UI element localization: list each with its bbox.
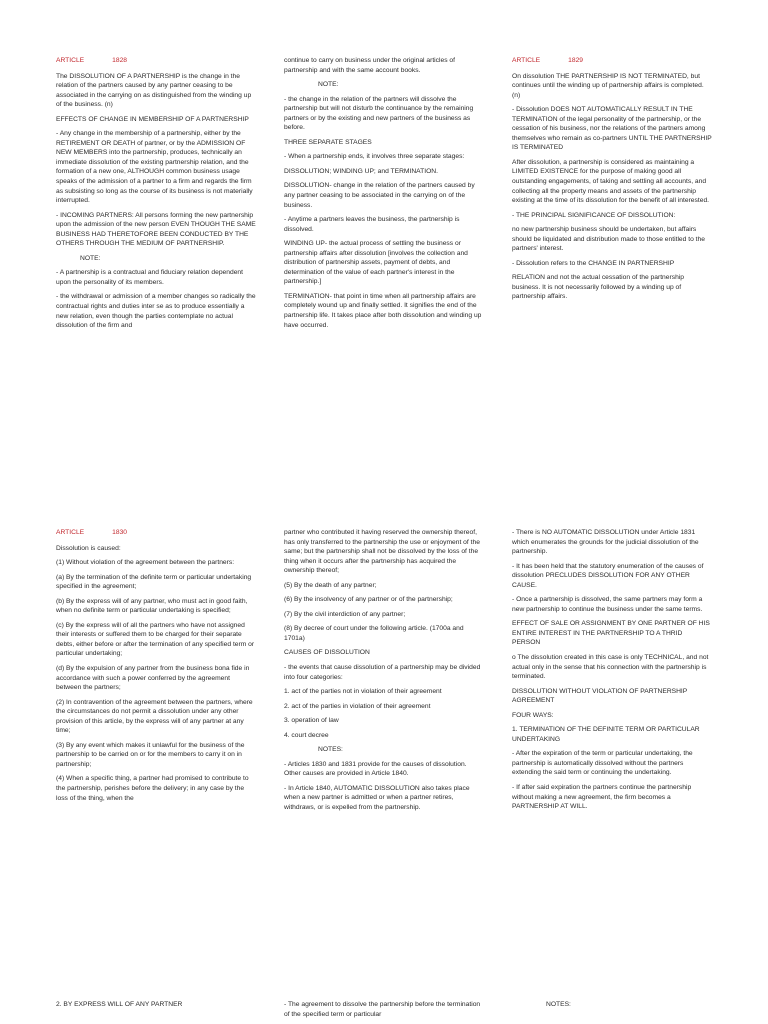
paragraph: After dissolution, a partnership is considered as maintaining a LIMITED EXISTENCE for the purpose of making good all outstanding engagements, of taking and settling all accounts, and collecting all the property means and assets of the partnership existing at the time of its dissolution for the benefit of all interested. (512, 158, 710, 205)
paragraph: THREE SEPARATE STAGES (284, 138, 372, 146)
paragraph: EFFECTS OF CHANGE IN MEMBERSHIP OF A PARTNERSHIP (56, 115, 249, 123)
note-label: NOTE: (318, 81, 339, 89)
paragraph: The DISSOLUTION OF A PARTNERSHIP is the change in the relation of the partners caused by any partner ceasing to be associated in the carrying on as distinguished from the winding up of the business. (n) (56, 72, 252, 109)
article-number: 1828 (112, 57, 128, 64)
paragraph: DISSOLUTION; WINDING UP; and TERMINATION. (284, 167, 438, 175)
paragraph: Dissolution is caused: (56, 544, 121, 552)
s3-column-3 (512, 1000, 712, 1015)
paragraph: no new partnership business should be undertaken, but affairs should be liquidated and distribution made to those entitled to the partners' interest. (512, 226, 705, 253)
paragraph: - It has been held that the statutory enumeration of the causes of dissolution PRECLUDES DISSOLUTION FOR ANY OTHER CAUSE. (512, 562, 704, 589)
paragraph: - Once a partnership is dissolved, the same partners may form a new partnership to continue the business under the same terms. (512, 596, 703, 613)
paragraph: - In Article 1840, AUTOMATIC DISSOLUTION also takes place when a new partner is admitted or when a partner retires, withdraws, or is expelled from the partnership. (284, 784, 470, 812)
article-number: 1830 (112, 529, 128, 536)
paragraph: - After the expiration of the term or particular undertaking, the partnership is automatically dissolved without the partners extending the said term or continuing the undertaking. (512, 750, 693, 777)
paragraph: - A partnership is a contractual and fiduciary relation dependent upon the personality of its members. (56, 269, 243, 286)
paragraph: (3) By any event which makes it unlawful for the business of the partnership to be carried on or for the members to carry it on in partnership; (56, 741, 245, 768)
paragraph: (2) In contravention of the agreement between the partners, where the circumstances do not permit a dissolution under any other provision of this article, by the express will of any partner at any time; (56, 698, 253, 735)
s1-column-3 (512, 56, 712, 307)
paragraph: (d) By the expulsion of any partner from the business bona fide in accordance with such a power conferred by the agreement between the partners; (56, 665, 250, 692)
paragraph: (1) Without violation of the agreement between the partners: (56, 559, 235, 567)
note-label: NOTES: (546, 1001, 571, 1008)
paragraph: - Any change in the membership of a partnership, either by the RETIREMENT OR DEATH of partner, or by the ADMISSION OF NEW MEMBERS into the partnership, produces, technically an immediate dissolution of the existing partnership relation, and the formation of a new one, ALTHOUGH common business usage speaks of the admission of a partner to a firm and regards the firm as subsisting so long as the course of its business is not materially interrupted. (56, 130, 253, 205)
paragraph: partner who contributed it having reserved the ownership thereof, has only transferred to the partnership the use or enjoyment of the same; but the partnership shall not be dissolved by the loss of the thing when it occurs after the partnership has acquired the ownership thereof; (284, 529, 480, 575)
paragraph: - When a partnership ends, it involves three separate stages: (284, 153, 465, 161)
paragraph: - the withdrawal or admission of a member changes so radically the contractual rights and duties inter se as to produce essentially a new relation, even though the parties contemplate no actual dissolution of the firm and (56, 293, 256, 330)
paragraph: continue to carry on business under the original articles of partnership and with the same account books. (284, 57, 455, 74)
paragraph: (7) By the civil interdiction of any partner; (284, 610, 406, 618)
note-label: NOTE: (80, 254, 101, 262)
paragraph: - The agreement to dissolve the partnership before the termination of the specified term or particular (284, 1001, 481, 1018)
paragraph: (8) By decree of court under the following article. (1700a and 1701a) (284, 625, 464, 642)
article-label: ARTICLE (512, 57, 541, 64)
article-label: ARTICLE (56, 57, 85, 64)
paragraph: EFFECT OF SALE OR ASSIGNMENT BY ONE PARTNER OF HIS ENTIRE INTEREST IN THE PARTNERSHIP TO A THRID PERSON (512, 620, 710, 647)
paragraph: CAUSES OF DISSOLUTION (284, 649, 370, 657)
s2-column-2 (284, 528, 484, 818)
paragraph: WINDING UP- the actual process of settling the business or partnership affairs after dissolution [involves the collection and distribution of partnership assets, payment of debts, and determination of the value of each partner's interest in the partnership.] (284, 240, 468, 286)
paragraph: o The dissolution created in this case is only TECHNICAL, and not actual only in the sense that his connection with the partnership is terminated. (512, 654, 709, 681)
paragraph: (6) By the insolvency of any partner or of the partnership; (284, 596, 453, 604)
paragraph: - INCOMING PARTNERS: All persons forming the new partnership upon the admission of the new person EVEN THOUGH THE SAME BUSINESS HAD THERETOFORE BEEN CONDUCTED BY THE OTHERS THROUGH THE MEDIUM OF PARTNERSHIP. (56, 211, 256, 248)
article-number: 1829 (568, 57, 584, 64)
s1-column-2 (284, 56, 484, 335)
note-label: NOTES: (318, 746, 343, 754)
paragraph: On dissolution THE PARTNERSHIP IS NOT TERMINATED, but continues until the winding up of partnership affairs is completed. (n) (512, 72, 704, 99)
paragraph: (a) By the termination of the definite term or particular undertaking specified in the agreement; (56, 573, 252, 591)
paragraph: DISSOLUTION WITHOUT VIOLATION OF PARTNERSHIP AGREEMENT (512, 687, 688, 705)
paragraph: - the events that cause dissolution of a partnership may be divided into four categories: (284, 664, 481, 681)
paragraph: FOUR WAYS: (512, 711, 554, 719)
paragraph: - If after said expiration the partners continue the partnership without making a new agreement, the firm becomes a PARTNERSHIP AT WILL. (512, 784, 692, 811)
article-heading (56, 528, 256, 538)
s3-column-2 (284, 1000, 484, 1024)
paragraph: - Dissolution refers to the CHANGE IN PARTNERSHIP (512, 259, 675, 267)
paragraph: DISSOLUTION- change in the relation of the partners caused by any partner ceasing to be associated in the carrying on of the business. (284, 182, 475, 209)
paragraph: RELATION and not the actual cessation of the partnership business. It is not necessarily followed by a winding up of partnership affairs. (512, 274, 684, 301)
paragraph: 1. act of the parties not in violation of their agreement (284, 688, 442, 696)
article-heading (512, 56, 712, 66)
article-heading (56, 56, 256, 66)
paragraph: - the change in the relation of the partners will dissolve the partnership but will not disturb the continuance by the remaining partners or by the existing and new partners of the business as before. (284, 95, 474, 132)
s3-column-1 (56, 1000, 256, 1015)
paragraph: 1. TERMINATION OF THE DEFINITE TERM OR PARTICULAR UNDERTAKING (512, 726, 700, 743)
paragraph: TERMINATION- that point in time when all partnership affairs are completely wound up and finally settled. It signifies the end of the partnership life. It takes place after both dissolution and winding up have occurred. (284, 292, 482, 329)
paragraph: 4. court decree (284, 731, 329, 739)
s2-column-1 (56, 528, 256, 808)
paragraph: - Dissolution DOES NOT AUTOMATICALLY RESULT IN THE TERMINATION of the legal personality of the partnership, or the cessation of his business, nor the relations of the partners among themselves who remain as co-partners UNTIL THE PARTNERSHIP IS TERMINATED (512, 106, 712, 152)
paragraph: - Anytime a partners leaves the business, the partnership is dissolved. (284, 216, 460, 233)
paragraph: - Articles 1830 and 1831 provide for the causes of dissolution. Other causes are provided in Article 1840. (284, 760, 467, 778)
paragraph: (c) By the express will of all the partners who have not assigned their interests or suffered them to be charged for their separate debts, either before or after the termination of any specified term or particular undertaking; (56, 621, 255, 658)
paragraph: - There is NO AUTOMATIC DISSOLUTION under Article 1831 which enumerates the grounds for the judicial dissolution of the partnership. (512, 529, 699, 556)
s1-column-1 (56, 56, 256, 336)
paragraph: (5) By the death of any partner; (284, 581, 377, 589)
section-heading: 2. BY EXPRESS WILL OF ANY PARTNER (56, 1001, 183, 1008)
paragraph: (4) When a specific thing, a partner had promised to contribute to the partnership, perishes before the delivery; in any case by the loss of the thing, when the (56, 775, 249, 802)
paragraph: (b) By the express will of any partner, who must act in good faith, when no definite term or particular undertaking is specified; (56, 597, 248, 615)
paragraph: 3. operation of law (284, 717, 339, 725)
paragraph: - THE PRINCIPAL SIGNIFICANCE OF DISSOLUTION: (512, 211, 676, 219)
article-label: ARTICLE (56, 529, 85, 536)
s2-column-3 (512, 528, 712, 817)
paragraph: 2. act of the parties in violation of their agreement (284, 702, 431, 710)
